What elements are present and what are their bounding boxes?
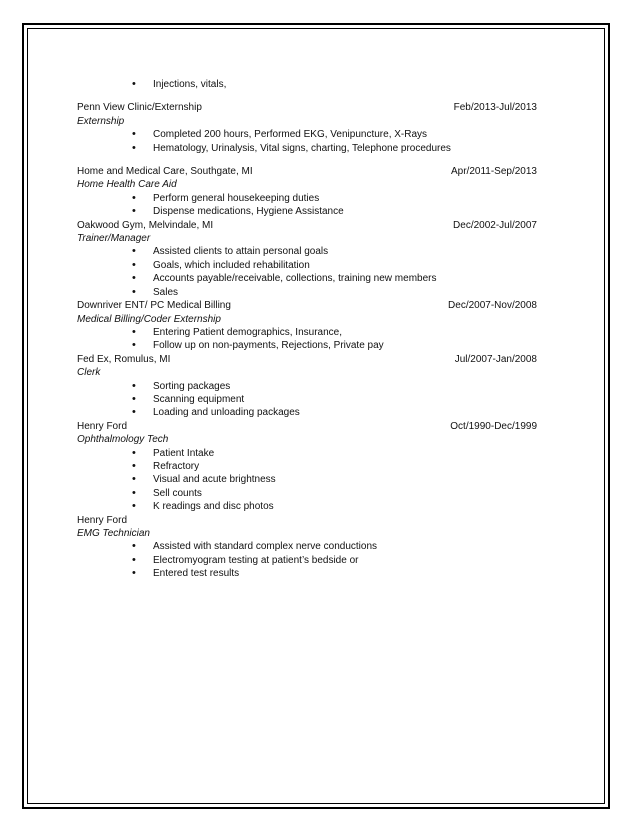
job-title: Clerk [77,367,101,379]
job-entry [77,353,537,420]
job-header [77,219,537,232]
duty-item: • Sell counts [77,487,537,500]
duty-item: • Refractory [77,460,537,473]
job-header [77,101,537,114]
job-header [77,420,537,433]
duty-list [77,245,537,299]
duty-item: • Electromyogram testing at patient’s bedside or [77,554,537,567]
duty-item: • Sales [77,286,537,299]
employer-name: Henry Ford [77,420,128,432]
job-entry [77,165,537,219]
intro-bullet-list [77,78,537,91]
job-entry [77,101,537,155]
duty-list [77,380,537,420]
employer-name: Downriver ENT/ PC Medical Billing [77,300,231,312]
duty-list [77,128,537,155]
employment-dates: Apr/2011-Sep/2013 [451,166,537,178]
job-header [77,165,537,178]
duty-list [77,192,537,219]
employment-dates: Dec/2002-Jul/2007 [453,219,537,231]
duty-item: • Perform general housekeeping duties [77,192,537,205]
duty-item: • Assisted with standard complex nerve conductions [77,540,537,553]
job-header [77,514,537,527]
bullet-item: • Injections, vitals, [77,78,537,91]
employment-dates: Jul/2007-Jan/2008 [454,353,537,365]
duty-list [77,540,537,580]
job-title: EMG Technician [77,528,150,539]
job-title: Trainer/Manager [77,233,151,245]
job-header [77,299,537,312]
duty-item: • Follow up on non-payments, Rejections, Private pay [77,339,537,352]
duty-item: • Patient Intake [77,447,537,460]
job-entry [77,299,537,353]
duty-list [77,447,537,514]
duty-item: • Entered test results [77,567,537,580]
employer-name: Penn View Clinic/Externship [77,102,202,114]
duty-item: • Completed 200 hours, Performed EKG, Venipuncture, X-Rays [77,128,537,141]
employment-dates: Dec/2007-Nov/2008 [448,300,537,312]
job-title: Ophthalmology Tech [77,434,169,446]
duty-list [77,326,537,353]
employer-name: Oakwood Gym, Melvindale, MI [77,219,214,231]
job-title: Medical Billing/Coder Externship [77,313,221,325]
employment-dates: Feb/2013-Jul/2013 [453,102,537,114]
resume-content [77,78,537,581]
duty-item: • Dispense medications, Hygiene Assistance [77,205,537,218]
duty-item: • Loading and unloading packages [77,406,537,419]
duty-item: • Sorting packages [77,380,537,393]
job-entry [77,219,537,299]
employer-name: Henry Ford [77,514,128,526]
employer-name: Home and Medical Care, Southgate, MI [77,166,253,178]
job-entry [77,514,537,581]
job-entry [77,420,537,514]
duty-item: • Scanning equipment [77,393,537,406]
duty-item: • Accounts payable/receivable, collections, training new members [77,272,537,285]
duty-item: • Hematology, Urinalysis, Vital signs, charting, Telephone procedures [77,142,537,155]
job-title: Externship [77,115,125,127]
duty-item: • Assisted clients to attain personal goals [77,245,537,258]
duty-item: • K readings and disc photos [77,500,537,513]
job-title: Home Health Care Aid [77,179,177,191]
work-history [77,101,537,580]
duty-item: • Visual and acute brightness [77,473,537,486]
employment-dates: Oct/1990-Dec/1999 [450,420,537,432]
employer-name: Fed Ex, Romulus, MI [77,353,171,365]
job-header [77,353,537,366]
duty-item: • Entering Patient demographics, Insurance, [77,326,537,339]
duty-item: • Goals, which included rehabilitation [77,259,537,272]
